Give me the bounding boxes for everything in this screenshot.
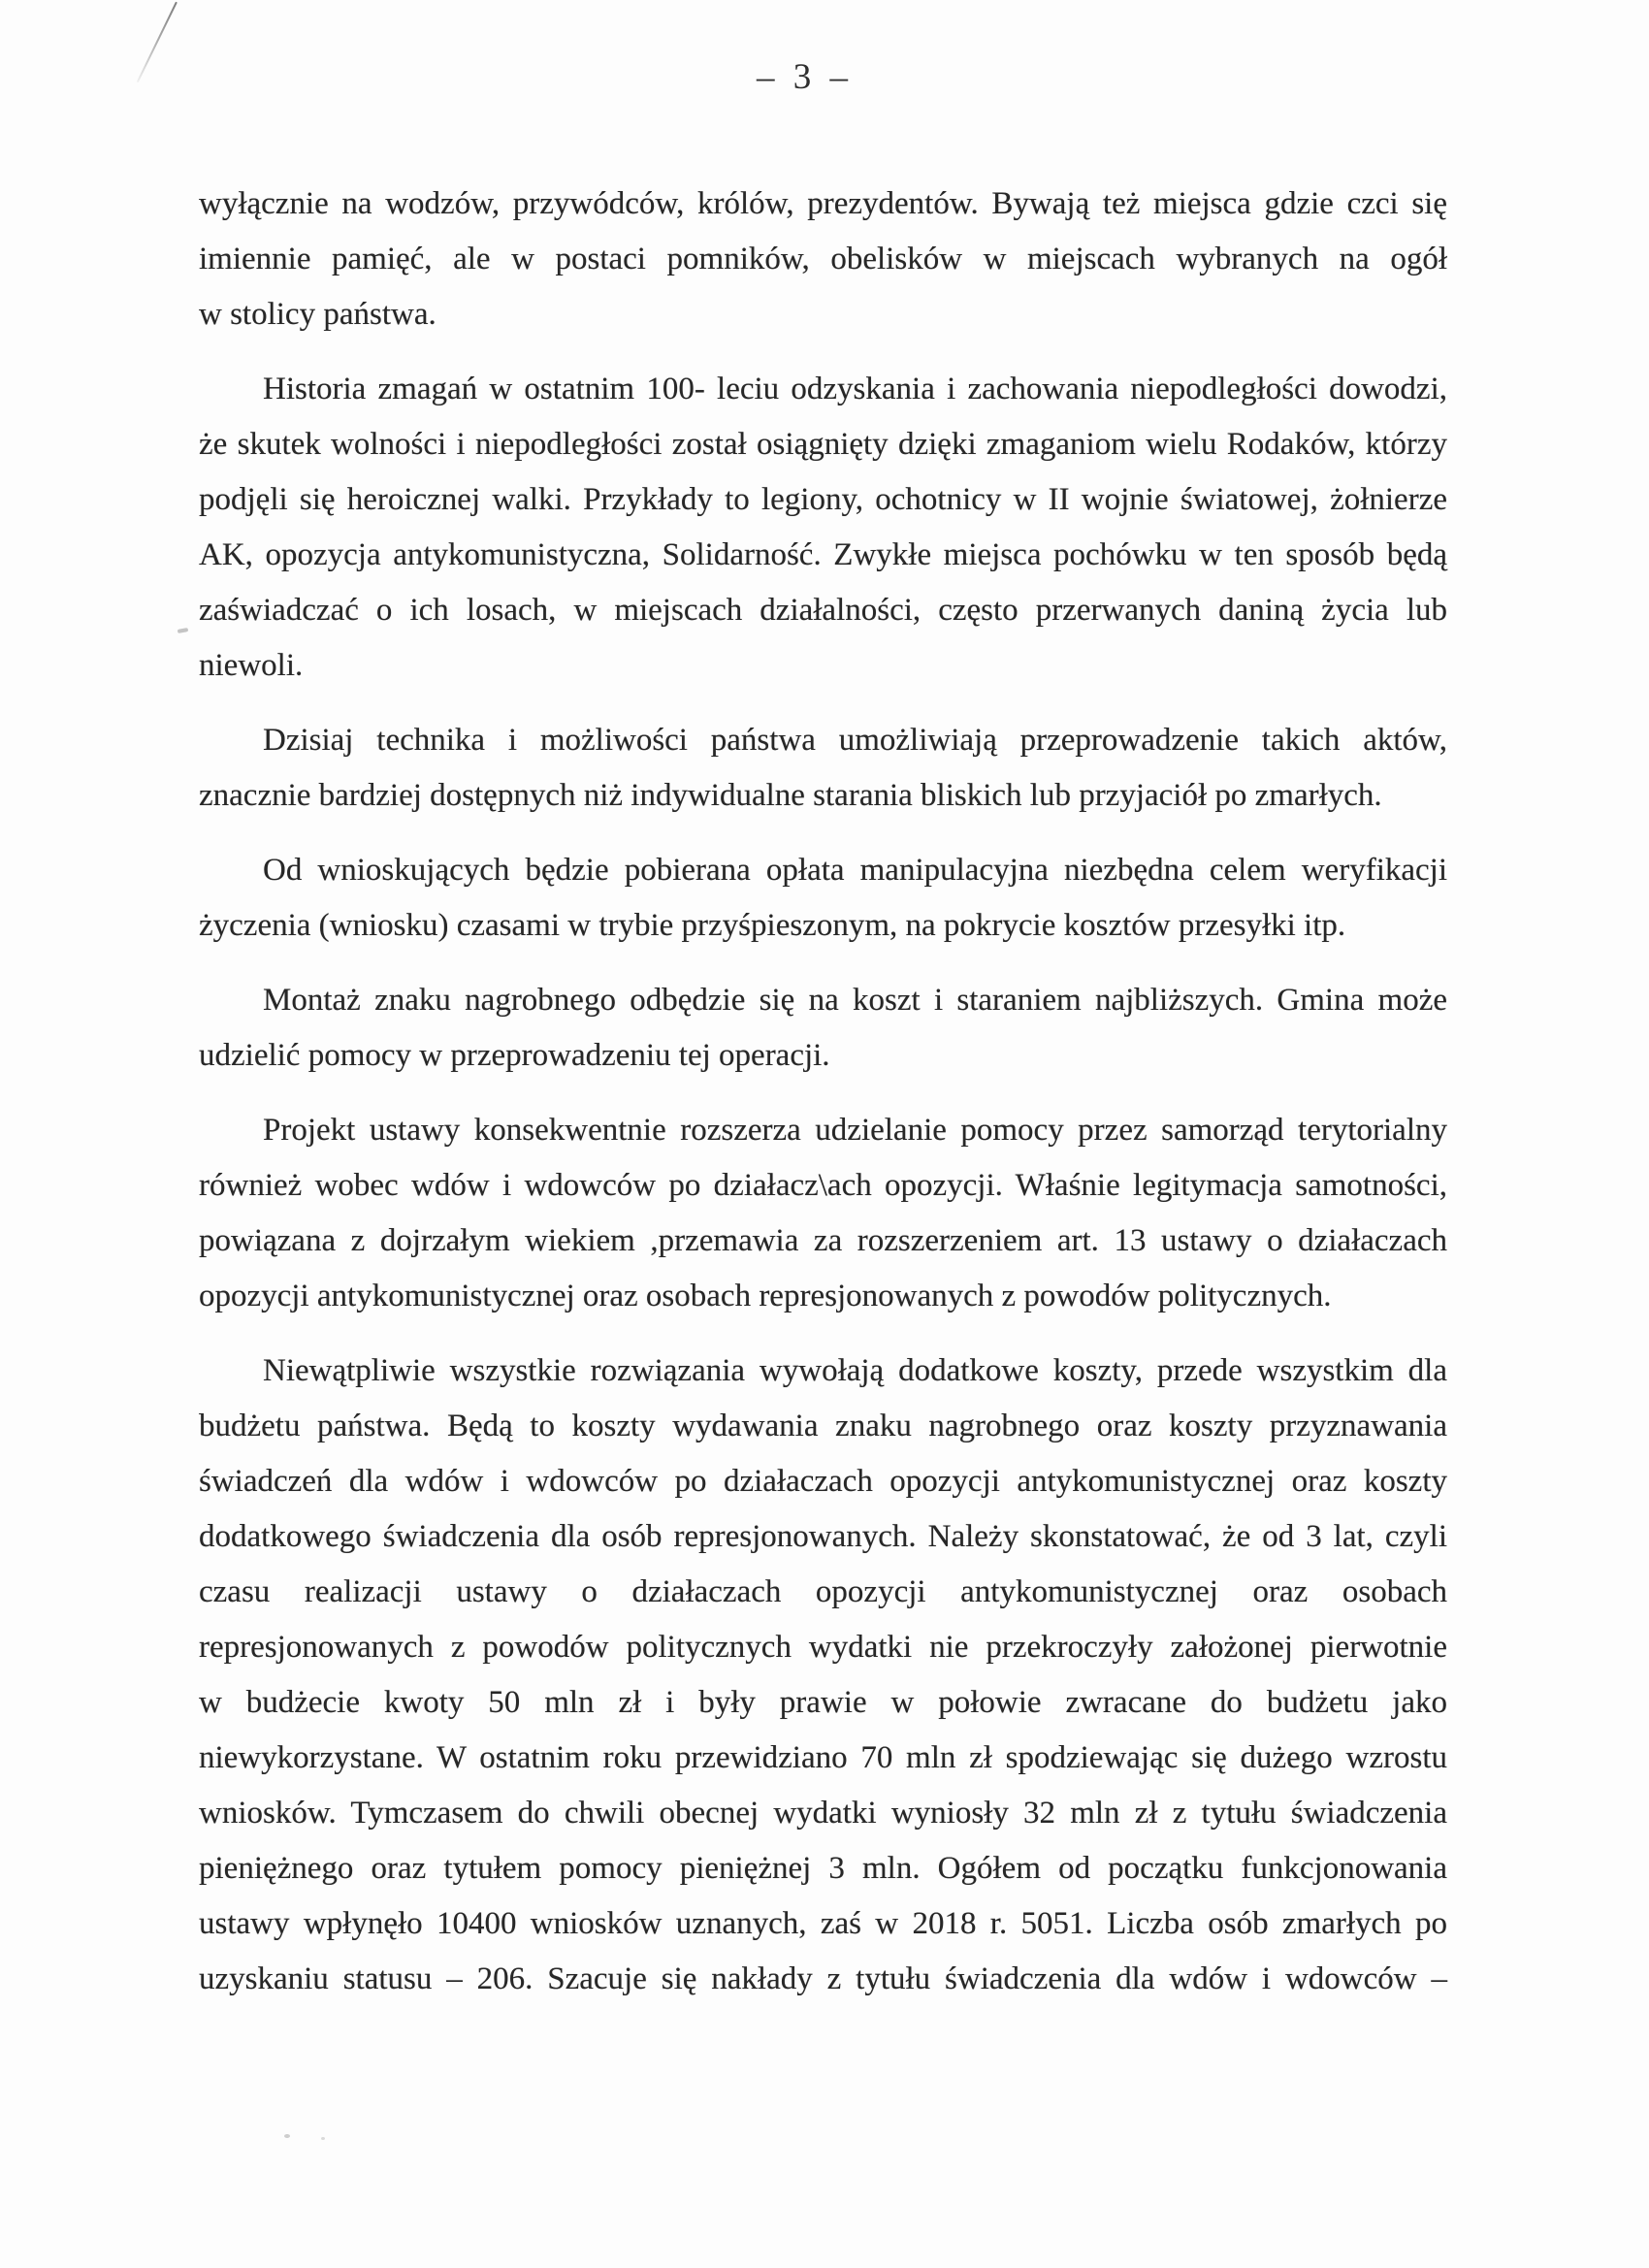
text-line: AK, opozycja antykomunistyczna, Solidarność. Zwykłe miejsca pochówku w ten sposób będą bbox=[199, 537, 1447, 572]
text-line: zaświadczać o ich losach, w miejscach działalności, często przerwanych daniną życia lub bbox=[199, 593, 1447, 628]
text-line: uzyskaniu statusu – 206. Szacuje się nakłady z tytułu świadczenia dla wdów i wdowców – bbox=[199, 1961, 1447, 1996]
text-line: że skutek wolności i niepodległości został osiągnięty dzięki zmaganiom wielu Rodaków, którzy bbox=[199, 427, 1447, 462]
text-line: świadczeń dla wdów i wdowców po działaczach opozycji antykomunistycznej oraz koszty bbox=[199, 1464, 1447, 1499]
text-line: również wobec wdów i wdowców po działacz\ach opozycji. Właśnie legitymacja samotności, bbox=[199, 1168, 1447, 1203]
text-line: budżetu państwa. Będą to koszty wydawania znaku nagrobnego oraz koszty przyznawania bbox=[199, 1409, 1447, 1443]
text-line: Historia zmagań w ostatnim 100- leciu odzyskania i zachowania niepodległości dowodzi, bbox=[263, 372, 1447, 406]
text-line: udzielić pomocy w przeprowadzeniu tej operacji. bbox=[199, 1038, 830, 1073]
text-line: podjęli się heroicznej walki. Przykłady to legiony, ochotnicy w II wojnie światowej, żołnierze bbox=[199, 482, 1447, 517]
text-line: imiennie pamięć, ale w postaci pomników, obelisków w miejscach wybranych na ogół bbox=[199, 242, 1447, 276]
document-body bbox=[199, 177, 1447, 2026]
text-line: życzenia (wniosku) czasami w trybie przyśpieszonym, na pokrycie kosztów przesyłki itp. bbox=[199, 908, 1346, 943]
text-line: Projekt ustawy konsekwentnie rozszerza udzielanie pomocy przez samorząd terytorialny bbox=[263, 1113, 1447, 1148]
paragraph bbox=[199, 843, 1447, 954]
paragraph bbox=[199, 1344, 1447, 2007]
text-line: w budżecie kwoty 50 mln zł i były prawie w połowie zwracane do budżetu jako bbox=[199, 1685, 1447, 1720]
text-line: opozycji antykomunistycznej oraz osobach represjonowanych z powodów politycznych. bbox=[199, 1279, 1332, 1313]
text-line: represjonowanych z powodów politycznych wydatki nie przekroczyły założonej pierwotnie bbox=[199, 1630, 1447, 1665]
paragraph bbox=[199, 177, 1447, 342]
scan-speck bbox=[321, 2137, 325, 2140]
scan-speck bbox=[284, 2134, 290, 2138]
text-line: w stolicy państwa. bbox=[199, 297, 436, 332]
text-line: Montaż znaku nagrobnego odbędzie się na koszt i staraniem najbliższych. Gmina może bbox=[263, 983, 1447, 1018]
text-line: czasu realizacji ustawy o działaczach opozycji antykomunistycznej oraz osobach bbox=[199, 1574, 1447, 1609]
paragraph bbox=[199, 362, 1447, 694]
page-number: – 3 – bbox=[757, 57, 850, 97]
text-line: Niewątpliwie wszystkie rozwiązania wywołają dodatkowe koszty, przede wszystkim dla bbox=[263, 1353, 1447, 1388]
scan-margin-mark bbox=[178, 628, 189, 633]
text-line: dodatkowego świadczenia dla osób represjonowanych. Należy skonstatować, że od 3 lat, czyli bbox=[199, 1519, 1447, 1554]
text-line: Od wnioskujących będzie pobierana opłata manipulacyjna niezbędna celem weryfikacji bbox=[263, 853, 1447, 888]
text-line: niewoli. bbox=[199, 648, 304, 683]
text-line: niewykorzystane. W ostatnim roku przewidziano 70 mln zł spodziewając się dużego wzrostu bbox=[199, 1740, 1447, 1775]
text-line: wyłącznie na wodzów, przywódców, królów, prezydentów. Bywają też miejsca gdzie czci się bbox=[199, 186, 1447, 221]
paragraph bbox=[199, 973, 1447, 1084]
text-line: powiązana z dojrzałym wiekiem ,przemawia za rozszerzeniem art. 13 ustawy o działaczach bbox=[199, 1223, 1447, 1258]
paragraph bbox=[199, 1103, 1447, 1324]
text-line: ustawy wpłynęło 10400 wniosków uznanych, zaś w 2018 r. 5051. Liczba osób zmarłych po bbox=[199, 1906, 1447, 1941]
text-line: znacznie bardziej dostępnych niż indywidualne starania bliskich lub przyjaciół po zmarłych. bbox=[199, 778, 1382, 813]
text-line: wniosków. Tymczasem do chwili obecnej wydatki wyniosły 32 mln zł z tytułu świadczenia bbox=[199, 1796, 1447, 1831]
text-line: Dzisiaj technika i możliwości państwa umożliwiają przeprowadzenie takich aktów, bbox=[263, 723, 1447, 758]
text-line: pieniężnego oraz tytułem pomocy pieniężnej 3 mln. Ogółem od początku funkcjonowania bbox=[199, 1851, 1447, 1886]
paragraph bbox=[199, 713, 1447, 824]
